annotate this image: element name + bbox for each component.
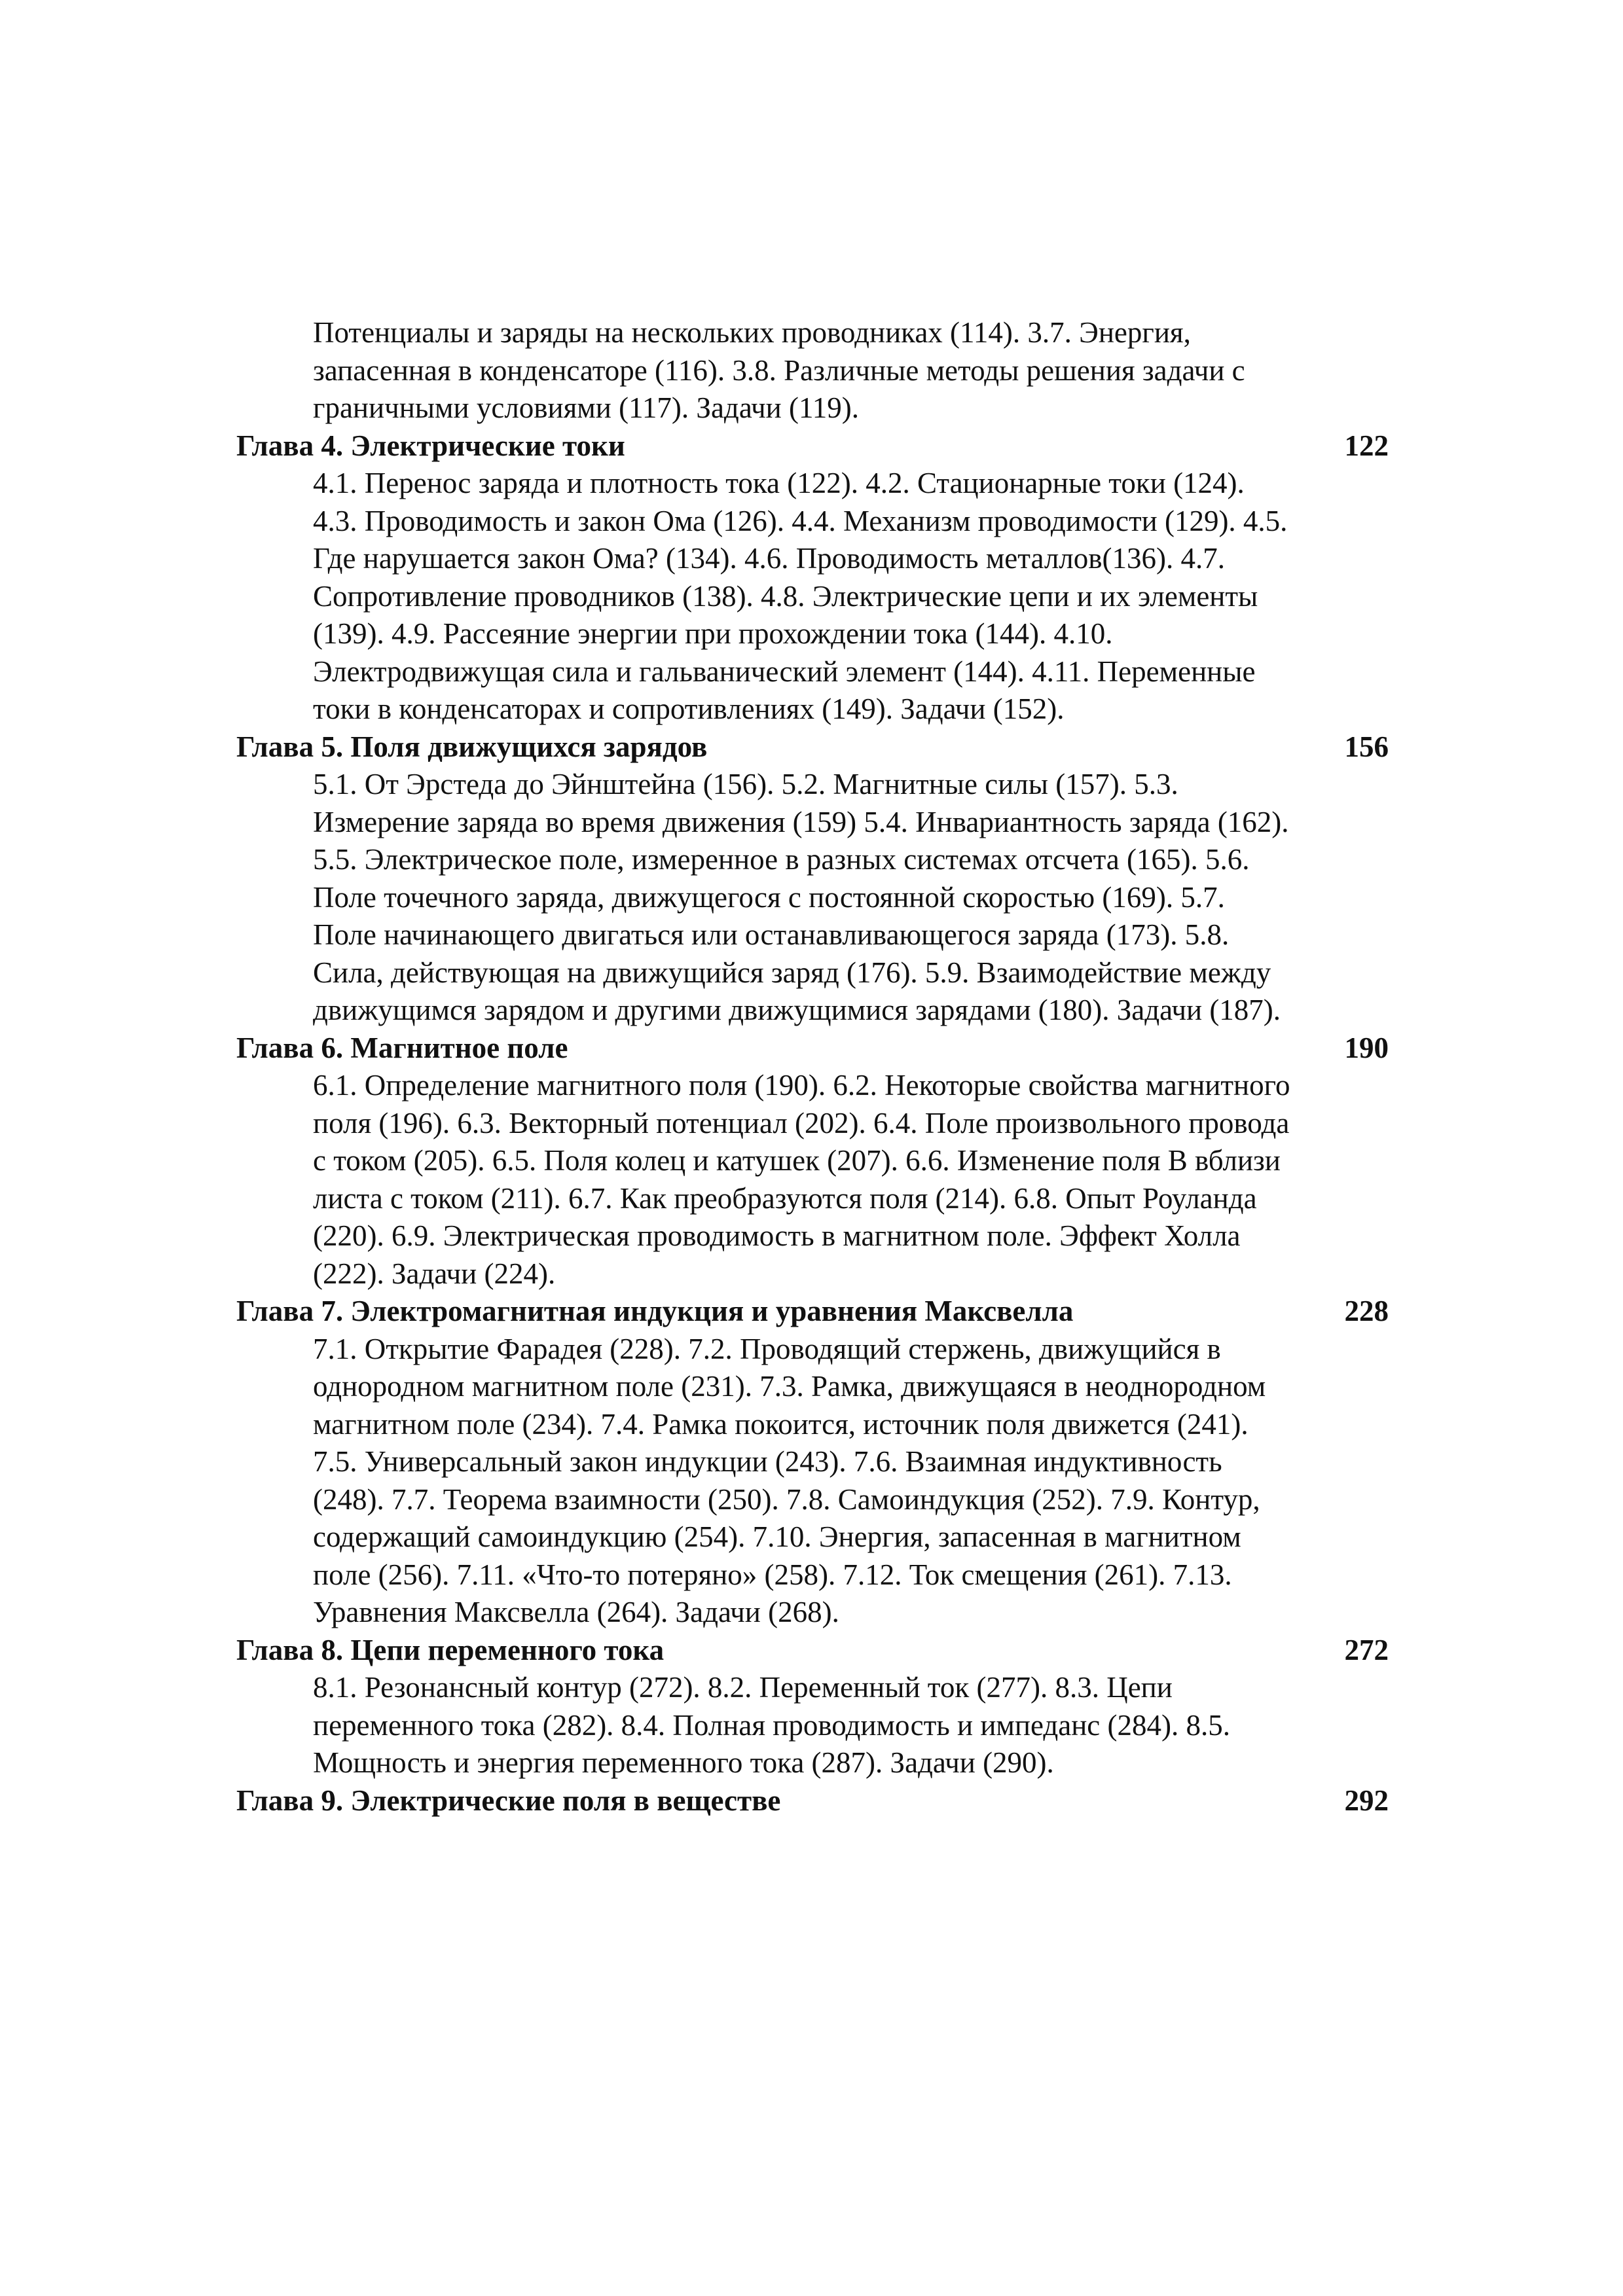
chapter-sections: 5.1. От Эрстеда до Эйнштейна (156). 5.2. Магнитные силы (157). 5.3. Измерение заряда во время движения (159) 5.4. Инвариантность заряда (162). 5.5. Электрическое поле, измеренное в разных системах отсчета (165). 5.6. Поле точечного заряда, движущегося с постоянной скоростью (169). 5.7. Поле начинающего двигаться или останавливающегося заряда (173). 5.8. Сила, действующая на движущийся заряд (176). 5.9. Взаимодействие между движущимся зарядом и другими движущимися зарядами (180). Задачи (187).: [313, 768, 1289, 1026]
chapter-page-number: 190: [1344, 1031, 1389, 1064]
chapter-title: Глава 4. Электрические токи: [236, 429, 625, 462]
chapter-page-number: 272: [1344, 1633, 1389, 1666]
chapter-title: Глава 9. Электрические поля в веществе: [236, 1784, 781, 1817]
chapter-heading: [236, 1293, 1389, 1331]
chapter-title: Глава 8. Цепи переменного тока: [236, 1633, 665, 1666]
chapter-page-number: 292: [1344, 1784, 1389, 1817]
chapter-title: Глава 7. Электромагнитная индукция и уравнения Максвелла: [236, 1295, 1074, 1327]
chapter-heading: [236, 1632, 1389, 1670]
continued-sections: Потенциалы и заряды на нескольких проводниках (114). 3.7. Энергия, запасенная в конденсаторе (116). 3.8. Различные методы решения задачи с граничными условиями (117). Задачи (119).: [313, 316, 1245, 424]
chapter-heading: [236, 1030, 1389, 1067]
chapter-heading: [236, 427, 1389, 465]
chapter-page-number: 228: [1344, 1295, 1389, 1327]
chapter-heading: [236, 1782, 1389, 1820]
chapter-sections: 7.1. Открытие Фарадея (228). 7.2. Проводящий стержень, движущийся в однородном магнитном поле (231). 7.3. Рамка, движущаяся в неоднородном магнитном поле (234). 7.4. Рамка покоится, источник поля движется (241). 7.5. Универсальный закон индукции (243). 7.6. Взаимная индуктивность (248). 7.7. Теорема взаимности (250). 7.8. Самоиндукция (252). 7.9. Контур, содержащий самоиндукцию (254). 7.10. Энергия, запасенная в магнитном поле (256). 7.11. «Что-то потеряно» (258). 7.12. Ток смещения (261). 7.13. Уравнения Максвелла (264). Задачи (268).: [313, 1332, 1266, 1628]
chapter-page-number: 156: [1344, 730, 1389, 763]
chapter-title: Глава 5. Поля движущихся зарядов: [236, 730, 708, 763]
chapter-heading: [236, 728, 1389, 766]
chapter-title: Глава 6. Магнитное поле: [236, 1031, 568, 1064]
chapter-sections: 8.1. Резонансный контур (272). 8.2. Переменный ток (277). 8.3. Цепи переменного тока (282). 8.4. Полная проводимость и импеданс (284). 8.5. Мощность и энергия переменного тока (287). Задачи (290).: [313, 1671, 1230, 1779]
chapter-sections: 6.1. Определение магнитного поля (190). 6.2. Некоторые свойства магнитного поля (196). 6.3. Векторный потенциал (202). 6.4. Поле произвольного провода с током (205). 6.5. Поля колец и катушек (207). 6.6. Изменение поля B вблизи листа с током (211). 6.7. Как преобразуются поля (214). 6.8. Опыт Роуланда (220). 6.9. Электрическая проводимость в магнитном поле. Эффект Холла (222). Задачи (224).: [313, 1069, 1290, 1290]
table-of-contents: [236, 314, 1389, 1820]
chapter-sections: 4.1. Перенос заряда и плотность тока (122). 4.2. Стационарные токи (124). 4.3. Проводимость и закон Ома (126). 4.4. Механизм проводимости (129). 4.5. Где нарушается закон Ома? (134). 4.6. Проводимость металлов(136). 4.7. Сопротивление проводников (138). 4.8. Электрические цепи и их элементы (139). 4.9. Рассеяние энергии при прохождении тока (144). 4.10. Электродвижущая сила и гальванический элемент (144). 4.11. Переменные токи в конденсаторах и сопротивлениях (149). Задачи (152).: [313, 467, 1288, 725]
chapter-page-number: 122: [1344, 429, 1389, 462]
